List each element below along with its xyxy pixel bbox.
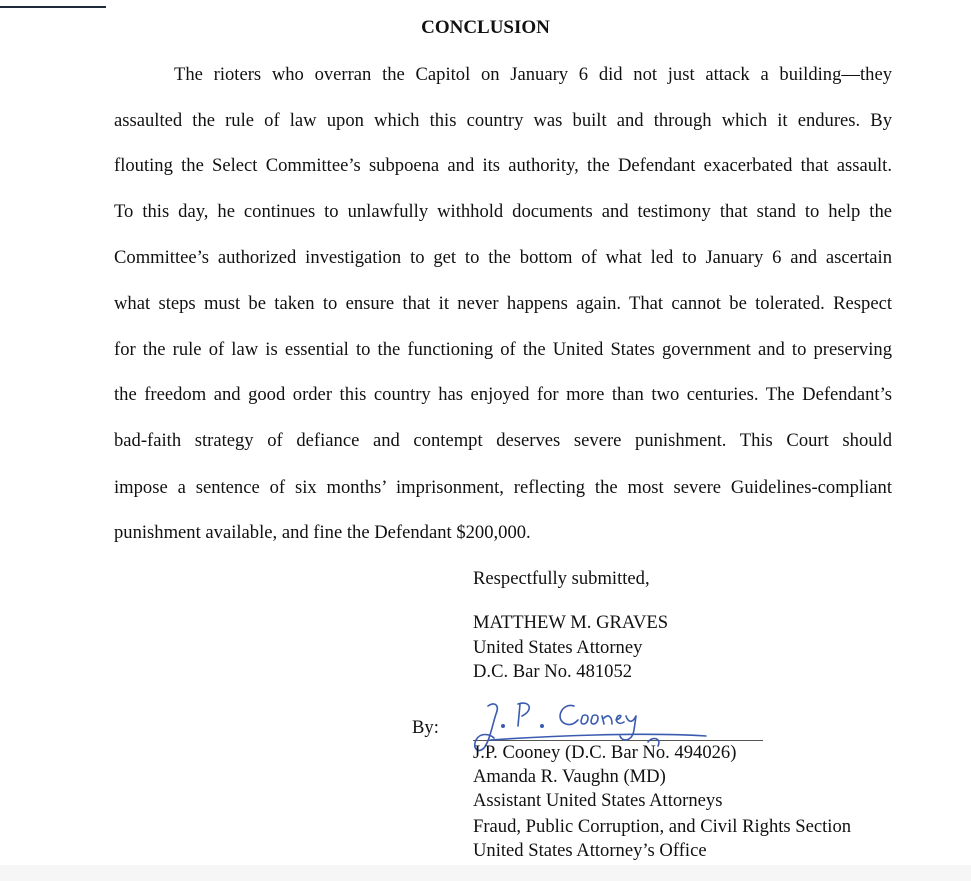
paragraph-line: impose a sentence of six months’ imprisonment, reflecting the most severe Guidelines-compliant <box>114 477 892 498</box>
paragraph-line: assaulted the rule of law upon which this country was built and through which it endures. By <box>114 110 892 131</box>
signer-line: Assistant United States Attorneys <box>473 790 723 811</box>
section-heading: CONCLUSION <box>421 17 550 38</box>
by-label: By: <box>412 717 439 738</box>
paragraph-line: To this day, he continues to unlawfully withhold documents and testimony that stand to help the <box>114 201 892 222</box>
signer-line: United States Attorney’s Office <box>473 840 707 861</box>
paragraph-line: Committee’s authorized investigation to get to the bottom of what led to January 6 and ascertain <box>114 247 892 268</box>
paragraph-line: punishment available, and fine the Defendant $200,000. <box>114 522 531 543</box>
paragraph-line: flouting the Select Committee’s subpoena and its authority, the Defendant exacerbated that assault. <box>114 155 892 176</box>
attorney-title: United States Attorney <box>473 637 643 658</box>
paragraph-line: what steps must be taken to ensure that it never happens again. That cannot be tolerated. Respect <box>114 293 892 314</box>
attorney-name: MATTHEW M. GRAVES <box>473 612 669 633</box>
signer-line: J.P. Cooney (D.C. Bar No. 494026) <box>473 742 737 763</box>
attorney-bar-number: D.C. Bar No. 481052 <box>473 661 633 682</box>
paragraph-line: for the rule of law is essential to the functioning of the United States government and to preserving <box>114 339 892 360</box>
top-rule <box>0 6 106 8</box>
paragraph-line: bad-faith strategy of defiance and contempt deserves severe punishment. This Court should <box>114 430 892 451</box>
signer-line: Amanda R. Vaughn (MD) <box>473 766 666 787</box>
paragraph-line: the freedom and good order this country has enjoyed for more than two centuries. The Defendant’s <box>114 384 892 405</box>
closing: Respectfully submitted, <box>473 568 650 589</box>
paragraph-line: The rioters who overran the Capitol on January 6 did not just attack a building—they <box>174 64 892 85</box>
signer-line: Fraud, Public Corruption, and Civil Rights Section <box>473 816 852 837</box>
page-bottom-edge <box>0 865 971 881</box>
